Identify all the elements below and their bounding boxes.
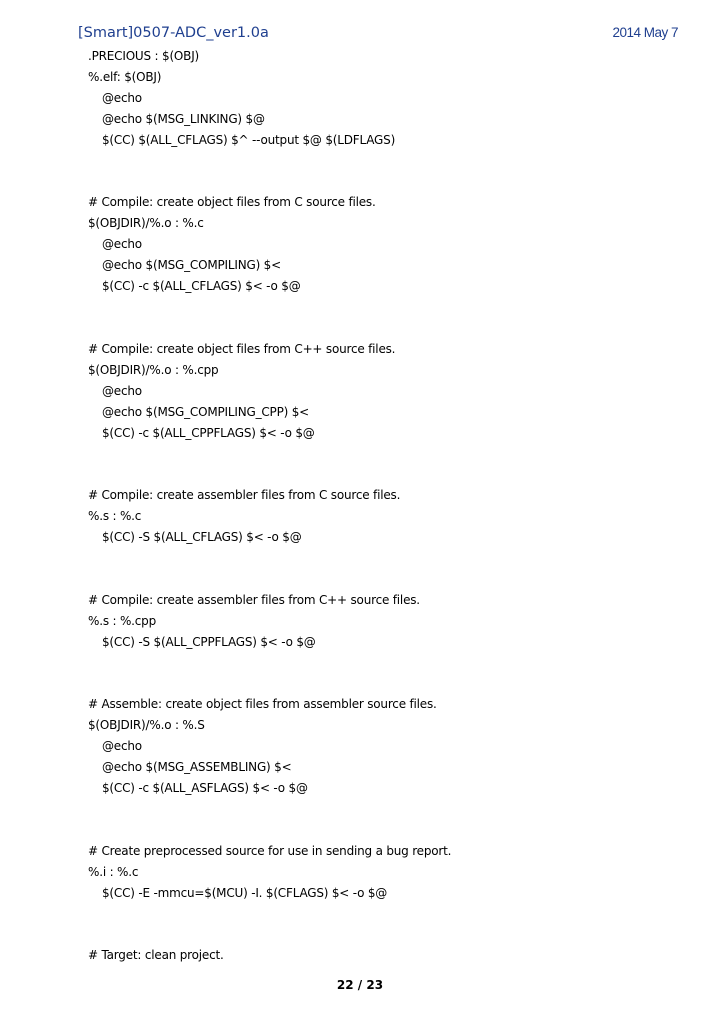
document-date: 2014 May 7: [612, 25, 678, 40]
code-line: @echo $(MSG_COMPILING) $<: [102, 258, 281, 272]
code-comment: # Compile: create assembler files from C++ source files.: [88, 593, 420, 607]
code-comment: # Compile: create object files from C source files.: [88, 195, 376, 209]
code-line: $(CC) $(ALL_CFLAGS) $^ --output $@ $(LDFLAGS): [102, 133, 396, 147]
code-comment: # Target: clean project.: [88, 948, 224, 962]
page-number: 22 / 23: [336, 978, 384, 992]
code-line: $(OBJDIR)/%.o : %.cpp: [88, 363, 219, 377]
code-line: %.s : %.cpp: [88, 614, 156, 628]
document-title: [Smart]0507-ADC_ver1.0a: [78, 25, 269, 41]
code-line: $(CC) -c $(ALL_ASFLAGS) $< -o $@: [102, 781, 308, 795]
code-line: $(CC) -c $(ALL_CPPFLAGS) $< -o $@: [102, 426, 315, 440]
code-line: @echo: [102, 91, 142, 105]
code-comment: # Assemble: create object files from assembler source files.: [88, 697, 437, 711]
code-line: $(CC) -S $(ALL_CPPFLAGS) $< -o $@: [102, 635, 316, 649]
code-line: @echo: [102, 237, 142, 251]
code-line: %.i : %.c: [88, 865, 139, 879]
code-line: @echo $(MSG_LINKING) $@: [102, 112, 265, 126]
code-line: $(OBJDIR)/%.o : %.S: [88, 718, 205, 732]
code-comment: # Compile: create object files from C++ source files.: [88, 342, 396, 356]
code-comment: # Create preprocessed source for use in sending a bug report.: [88, 844, 452, 858]
code-line: @echo: [102, 384, 142, 398]
code-line: $(CC) -S $(ALL_CFLAGS) $< -o $@: [102, 530, 302, 544]
code-line: @echo $(MSG_ASSEMBLING) $<: [102, 760, 292, 774]
code-line: @echo: [102, 739, 142, 753]
code-line: $(CC) -E -mmcu=$(MCU) -I. $(CFLAGS) $< -o $@: [102, 886, 388, 900]
code-line: %.s : %.c: [88, 509, 142, 523]
code-line: .PRECIOUS : $(OBJ): [88, 49, 200, 63]
code-line: %.elf: $(OBJ): [88, 70, 162, 84]
code-line: $(CC) -c $(ALL_CFLAGS) $< -o $@: [102, 279, 301, 293]
code-line: @echo $(MSG_COMPILING_CPP) $<: [102, 405, 310, 419]
code-line: $(OBJDIR)/%.o : %.c: [88, 216, 204, 230]
code-comment: # Compile: create assembler files from C source files.: [88, 488, 401, 502]
